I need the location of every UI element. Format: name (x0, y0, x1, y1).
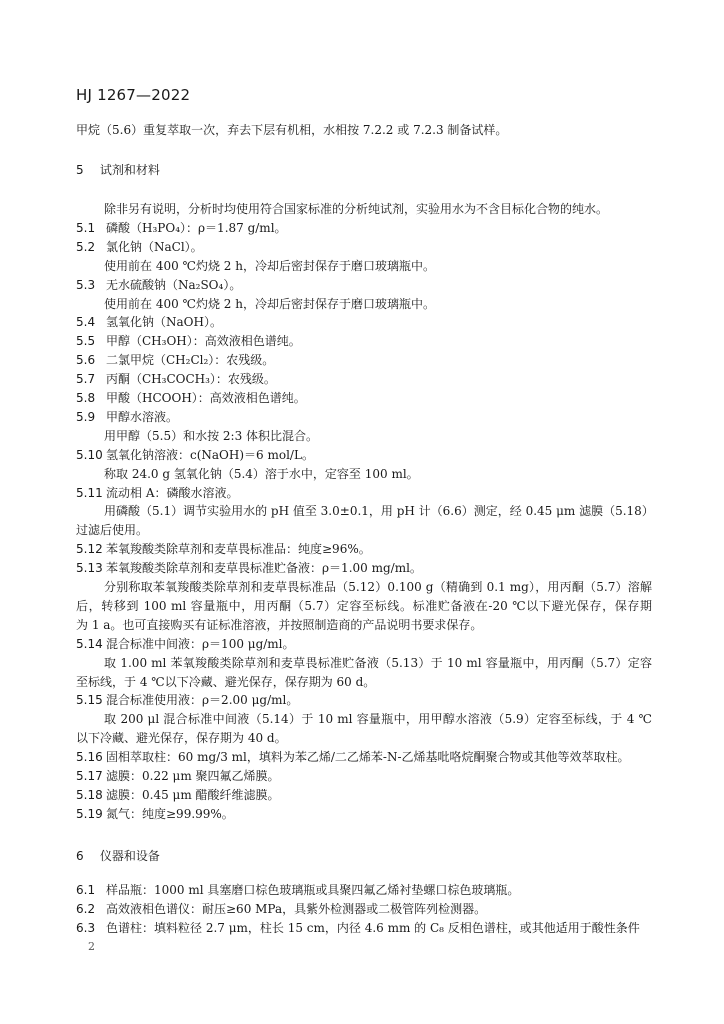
clause-item (76, 314, 652, 330)
clause-text: 甲醇（CH₃OH）：高效液相色谱纯。 (106, 334, 301, 349)
clause-item (76, 768, 652, 784)
clause-text: 氢氧化钠（NaOH）。 (106, 315, 222, 330)
paragraph-line: 用磷酸（5.1）调节实验用水的 pH 值至 3.0±0.1，用 pH 计（6.6）测定，经 0.45 μm 滤膜（5.18） (104, 504, 654, 519)
page-number: 2 (88, 940, 95, 953)
section-title: 试剂和材料 (99, 163, 160, 177)
clause-number: 6.2 (76, 902, 96, 916)
clause-item (76, 920, 652, 936)
clause-text: 苯氧羧酸类除草剂和麦草畏标准贮备液：ρ＝1.00 mg/ml。 (106, 561, 422, 576)
section-number: 6 (76, 849, 84, 863)
clause-text: 滤膜：0.45 μm 醋酸纤维滤膜。 (106, 787, 280, 802)
clause-item (76, 485, 652, 501)
clause-item (76, 749, 652, 765)
clause-number: 5.15 (76, 693, 103, 708)
clause-item (76, 447, 652, 463)
paragraph-line: 使用前在 400 ℃灼烧 2 h，冷却后密封保存于磨口玻璃瓶中。 (104, 296, 435, 311)
section-number: 5 (76, 163, 84, 177)
clause-number: 5.12 (76, 542, 103, 557)
section-title: 仪器和设备 (99, 849, 160, 863)
clause-text: 丙酮（CH₃COCH₃）：农残级。 (106, 372, 276, 387)
clause-item (76, 692, 652, 708)
clause-item (76, 277, 652, 293)
clause-text: 氯化钠（NaCl）。 (106, 239, 203, 254)
paragraph-line: 取 1.00 ml 苯氧羧酸类除草剂和麦草畏标准贮备液（5.13）于 10 ml 容量瓶中，用丙酮（5.7）定容 (104, 655, 652, 670)
clause-item (76, 409, 652, 425)
clause-item (76, 333, 652, 349)
paragraph-continuation: 至标线，于 4 ℃以下冷藏、避光保存，保存期为 60 d。 (76, 674, 376, 689)
clause-number: 5.10 (76, 447, 103, 462)
clause-number: 5.5 (76, 334, 96, 349)
clause-text: 固相萃取柱：60 mg/3 ml，填料为苯乙烯/二乙烯苯-N-乙烯基吡咯烷酮聚合物或其他等效萃取柱。 (106, 750, 630, 765)
clause-number: 5.3 (76, 277, 96, 292)
clause-number: 6.3 (76, 921, 96, 935)
clause-text: 滤膜：0.22 μm 聚四氟乙烯膜。 (106, 769, 280, 783)
clause-number: 5.7 (76, 372, 96, 387)
clause-number: 5.2 (76, 239, 96, 254)
clause-number: 5.14 (76, 636, 103, 651)
clause-item (76, 371, 652, 387)
clause-item (76, 220, 652, 236)
clause-text: 高效液相色谱仪：耐压≥60 MPa，具紫外检测器或二极管阵列检测器。 (106, 902, 487, 916)
clause-text: 甲酸（HCOOH）：高效液相色谱纯。 (106, 391, 306, 405)
clause-item (76, 787, 652, 803)
paragraph-line: 取 200 μl 混合标准中间液（5.14）于 10 ml 容量瓶中，用甲醇水溶液（5.9）定容至标线，于 4 ℃ (104, 712, 652, 727)
section-5-heading (76, 162, 652, 178)
paragraph-line: 用甲醇（5.5）和水按 2:3 体积比混合。 (104, 428, 319, 443)
paragraph-line: 使用前在 400 ℃灼烧 2 h，冷却后密封保存于磨口玻璃瓶中。 (104, 258, 435, 273)
clause-item (76, 390, 652, 406)
paragraph-continuation: 后，转移到 100 ml 容量瓶中，用丙酮（5.7）定容至标线。标准贮备液在-20 ℃以下避光保存，保存期 (76, 598, 652, 613)
clause-text: 样品瓶：1000 ml 具塞磨口棕色玻璃瓶或具聚四氟乙烯衬垫螺口棕色玻璃瓶。 (106, 883, 520, 897)
clause-text: 色谱柱：填料粒径 2.7 μm，柱长 15 cm，内径 4.6 mm 的 C₈ 反相色谱柱，或其他适用于酸性条件 (106, 921, 640, 935)
paragraph-line: 除非另有说明，分析时均使用符合国家标准的分析纯试剂，实验用水为不含目标化合物的纯水。 (104, 202, 609, 216)
clause-number: 5.8 (76, 391, 96, 405)
body-text-line: 甲烷（5.6）重复萃取一次，弃去下层有机相，水相按 7.2.2 或 7.2.3 制备试样。 (76, 123, 508, 137)
paragraph-line: 分别称取苯氧羧酸类除草剂和麦草畏标准品（5.12）0.100 g（精确到 0.1 mg），用丙酮（5.7）溶解 (104, 580, 652, 594)
clause-item (76, 352, 652, 368)
clause-number: 5.13 (76, 561, 103, 576)
clause-item (76, 239, 652, 255)
document-number: HJ 1267—2022 (76, 86, 191, 104)
clause-number: 5.11 (76, 485, 103, 500)
clause-number: 5.9 (76, 409, 96, 424)
clause-item (76, 560, 652, 576)
clause-number: 6.1 (76, 883, 96, 897)
clause-text: 混合标准使用液：ρ＝2.00 μg/ml。 (106, 693, 299, 708)
clause-text: 二氯甲烷（CH₂Cl₂）：农残级。 (106, 353, 275, 368)
clause-text: 混合标准中间液：ρ＝100 μg/ml。 (106, 636, 295, 651)
clause-item (76, 636, 652, 652)
clause-text: 甲醇水溶液。 (106, 409, 179, 424)
clause-item (76, 806, 652, 822)
clause-text: 苯氧羧酸类除草剂和麦草畏标准品：纯度≥96%。 (106, 542, 371, 557)
clause-item (76, 541, 652, 557)
clause-text: 磷酸（H₃PO₄）：ρ＝1.87 g/ml。 (106, 220, 287, 235)
clause-number: 5.6 (76, 353, 96, 368)
clause-item (76, 882, 652, 898)
clause-item (76, 901, 652, 917)
paragraph-continuation: 以下冷藏、避光保存，保存期为 40 d。 (76, 731, 287, 746)
clause-number: 5.18 (76, 787, 103, 802)
clause-text: 氢氧化钠溶液：c(NaOH)＝6 mol/L。 (106, 447, 314, 462)
clause-text: 无水硫酸钠（Na₂SO₄）。 (106, 277, 242, 292)
paragraph-line: 称取 24.0 g 氢氧化钠（5.4）溶于水中，定容至 100 ml。 (104, 466, 419, 481)
clause-number: 5.4 (76, 315, 96, 330)
clause-number: 5.16 (76, 750, 103, 765)
clause-number: 5.17 (76, 769, 103, 783)
paragraph-continuation: 为 1 a。也可直接购买有证标准溶液，并按照制造商的产品说明书要求保存。 (76, 617, 483, 632)
clause-number: 5.19 (76, 806, 103, 821)
clause-text: 流动相 A：磷酸水溶液。 (106, 485, 239, 500)
paragraph-continuation: 过滤后使用。 (76, 523, 149, 538)
clause-text: 氮气：纯度≥99.99%。 (106, 806, 234, 821)
section-6-heading (76, 848, 652, 864)
clause-number: 5.1 (76, 220, 96, 235)
